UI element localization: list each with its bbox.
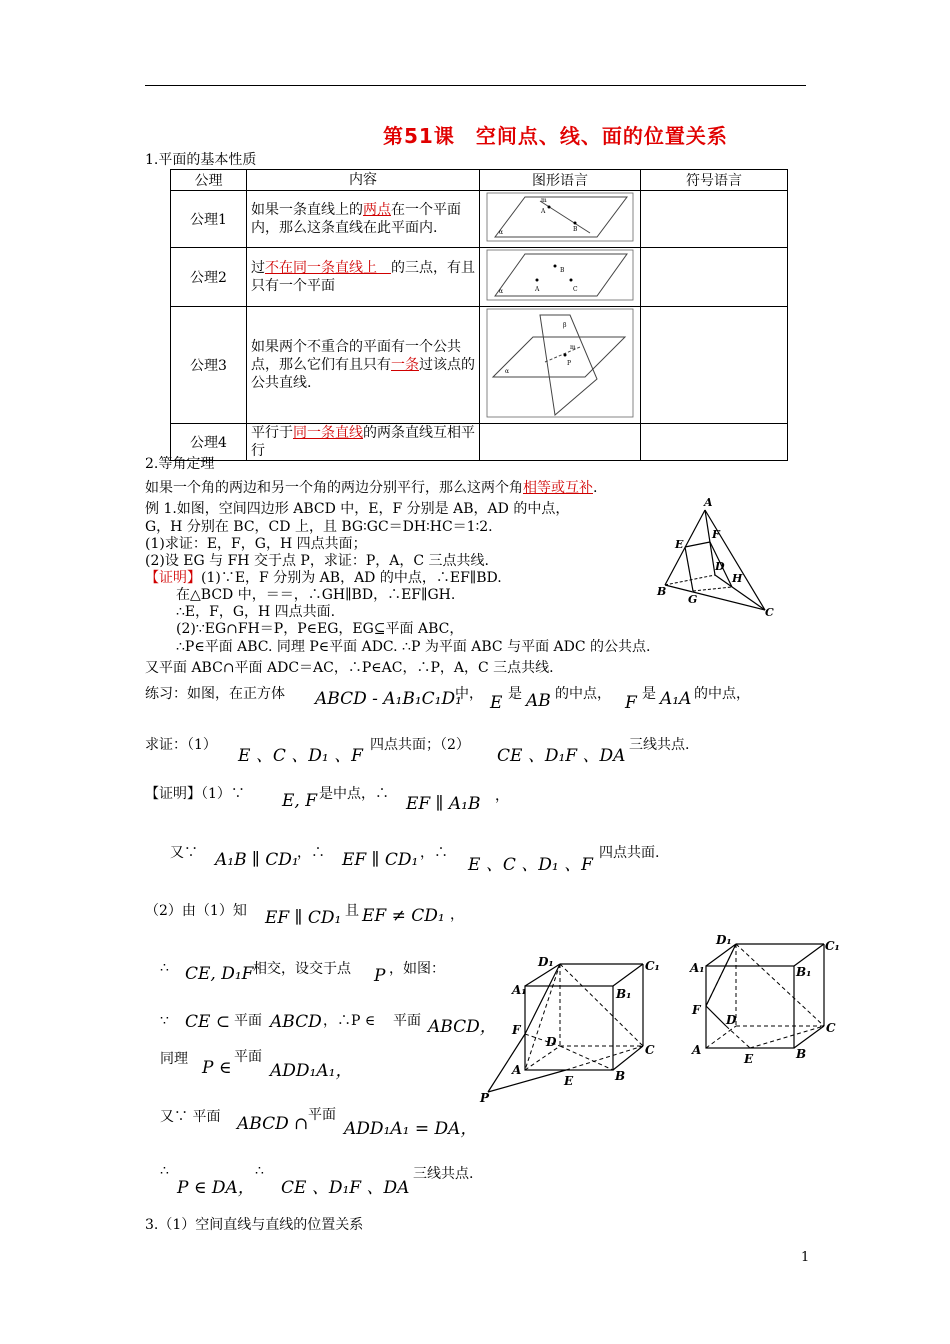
proof-line: 又平面 ABC∩平面 ADC＝AC，∴P∈AC，∴P，A，C 三点共线.	[145, 660, 554, 676]
proof-line: ∴	[160, 1163, 169, 1179]
proof-line: ，∴P ∈	[323, 1013, 376, 1029]
two-planes-figure	[485, 307, 635, 419]
example-line: (1)求证：E，F，G，H 四点共面；	[145, 536, 367, 552]
svg-text:F: F	[712, 528, 720, 541]
proof-line: 又∵	[170, 845, 198, 861]
math-ce-d1f: CE, D₁F	[185, 964, 254, 984]
axiom-figure	[480, 248, 641, 307]
svg-text:D: D	[726, 1013, 737, 1027]
axiom-name: 公理2	[171, 248, 247, 307]
svg-text:D: D	[546, 1035, 557, 1049]
table-header-row	[171, 170, 788, 191]
math-a1a: A₁A	[660, 689, 692, 709]
svg-text:E: E	[744, 1052, 754, 1066]
math-p-in-da: P ∈ DA，	[177, 1178, 255, 1198]
svg-text:B: B	[573, 226, 578, 233]
header-cell: 内容	[247, 170, 480, 191]
proof-line: ∴	[255, 1163, 264, 1179]
svg-text:β: β	[563, 322, 567, 329]
math-points2: E 、C 、D₁ 、F	[468, 855, 593, 875]
proof-line: (2)∵EG∩FH＝P，P∈EG，EG⊆平面 ABC，	[176, 621, 464, 637]
svg-text:B₁: B₁	[796, 965, 812, 979]
math-ef-par3: EF ∥ CD₁	[265, 908, 342, 928]
exercise-text: 的中点，	[555, 686, 611, 702]
math-ab: AB	[526, 691, 551, 711]
svg-text:C₁: C₁	[825, 939, 840, 953]
exercise-question: 三线共点.	[629, 737, 690, 753]
math-ef-neq: EF ≠ CD₁	[362, 906, 445, 926]
math-p-in: P ∈	[202, 1058, 232, 1078]
section-heading-3: 3.（1）空间直线与直线的位置关系	[145, 1217, 364, 1233]
exercise-text: 是	[508, 686, 522, 702]
math-ce-subset: CE ⊂	[185, 1012, 231, 1032]
svg-text:E: E	[564, 1074, 574, 1088]
axiom-symbol	[641, 307, 788, 424]
svg-text:P: P	[480, 1091, 490, 1105]
math-a1b-par: A₁B ∥ CD₁	[215, 850, 299, 870]
svg-text:F: F	[692, 1003, 701, 1017]
exercise-question: 求证：（1）	[145, 737, 217, 753]
proof-line: ，	[450, 907, 464, 923]
proof-line: 三线共点.	[413, 1166, 474, 1182]
proof-line: 且	[345, 903, 359, 919]
proof-line: 平面	[234, 1013, 262, 1029]
axiom-content: 如果一条直线上的两点在一个平面内，那么这条直线在此平面内.	[247, 191, 480, 248]
proof-line: ，∴	[420, 845, 448, 861]
plane-line-figure	[485, 191, 635, 243]
math-p: P	[374, 966, 386, 986]
axiom-symbol	[641, 248, 788, 307]
proof-line: 【证明】（1）∵	[145, 786, 245, 802]
axiom-content: 如果两个不重合的平面有一个公共点，那么它们有且只有一条过该点的公共直线.	[247, 307, 480, 424]
svg-text:C: C	[765, 606, 774, 619]
math-abcd-cap: ABCD ∩	[237, 1114, 309, 1134]
proof-line: 同理	[160, 1051, 188, 1067]
exercise-text: 的中点，	[694, 686, 750, 702]
axiom-symbol	[641, 191, 788, 248]
svg-text:α: α	[499, 288, 504, 295]
math-abcd2: ABCD，	[428, 1017, 497, 1037]
axiom-name: 公理3	[171, 307, 247, 424]
tetrahedron-figure	[655, 495, 780, 620]
example-line: 例 1.如图，空间四边形 ABCD 中，E，F 分别是 AB，AD 的中点，	[145, 501, 570, 517]
math-add1a1-eq: ADD₁A₁ = DA，	[344, 1119, 478, 1139]
svg-text:C: C	[573, 286, 578, 293]
svg-text:B: B	[657, 585, 667, 598]
proof-line: ，∴	[297, 845, 325, 861]
page-title: 第51课 空间点、线、面的位置关系	[383, 124, 728, 148]
math-points: E 、C 、D₁ 、F	[238, 746, 363, 766]
svg-text:A: A	[535, 286, 540, 293]
svg-text:E: E	[675, 538, 684, 551]
proof-line: （2）由（1）知	[145, 903, 247, 919]
svg-text:B₁: B₁	[616, 987, 632, 1001]
svg-text:D₁: D₁	[716, 933, 732, 947]
svg-text:α: α	[505, 368, 510, 375]
proof-line: ∴P∈平面 ABC. 同理 P∈平面 ADC. ∴P 为平面 ABC 与平面 ADC 的公共点.	[176, 639, 651, 655]
proof-line: ，	[495, 788, 509, 804]
proof-line: 平面	[234, 1049, 262, 1065]
proof-line: 是中点，∴	[319, 786, 389, 802]
axiom-figure	[480, 424, 641, 461]
proof-line: ∵	[160, 1013, 169, 1029]
math-f: F	[625, 693, 637, 713]
svg-text:C₁: C₁	[645, 959, 660, 973]
proof-line: 相交，设交于点	[253, 961, 351, 977]
table-row	[171, 248, 788, 307]
cube-name: ABCD - A₁B₁C₁D₁	[315, 689, 462, 709]
svg-text:B: B	[560, 267, 565, 274]
exercise-intro: 练习：如图，在正方体	[145, 686, 285, 702]
math-e: E	[490, 693, 503, 713]
proof-line: 平面	[308, 1107, 336, 1123]
svg-text:B: B	[796, 1047, 807, 1061]
axiom-symbol	[641, 424, 788, 461]
axiom-table	[170, 169, 788, 461]
axiom-figure	[480, 307, 641, 424]
section-heading-1: 1.平面的基本性质	[145, 152, 257, 168]
math-lines2: CE 、D₁F 、DA	[281, 1178, 410, 1198]
proof-line: ∴	[160, 960, 169, 976]
header-cell: 符号语言	[641, 170, 788, 191]
svg-text:D: D	[715, 560, 725, 573]
proof-line: 又∵ 平面	[160, 1109, 221, 1125]
math-abcd: ABCD	[270, 1012, 322, 1032]
math-add1a1: ADD₁A₁，	[270, 1061, 353, 1081]
svg-text:A: A	[704, 496, 713, 509]
cube-figure-1	[478, 950, 668, 1110]
proof-line: 四点共面.	[599, 845, 660, 861]
proof-line: ∴E，F，G，H 四点共面.	[176, 604, 336, 620]
exercise-text: 是	[642, 686, 656, 702]
equal-angle-theorem: 如果一个角的两边和另一个角的两边分别平行，那么这两个角相等或互补.	[145, 480, 598, 496]
cube-figure-2	[688, 930, 843, 1070]
svg-text:A: A	[512, 1063, 522, 1077]
svg-text:D₁: D₁	[538, 955, 554, 969]
example-line: (2)设 EG 与 FH 交于点 P，求证：P，A，C 三点共线.	[145, 553, 489, 569]
axiom-content: 过不在同一条直线上 的三点，有且只有一个平面	[247, 248, 480, 307]
header-cell: 图形语言	[480, 170, 641, 191]
svg-text:A₁: A₁	[690, 961, 705, 975]
example-line: G，H 分别在 BC，CD 上，且 BG∶GC＝DH∶HC＝1∶2.	[145, 519, 493, 535]
svg-text:m: m	[541, 197, 547, 204]
svg-text:F: F	[512, 1023, 521, 1037]
svg-text:C: C	[645, 1043, 655, 1057]
svg-text:C: C	[826, 1021, 836, 1035]
axiom-figure	[480, 191, 641, 248]
header-rule	[145, 85, 806, 86]
table-row	[171, 191, 788, 248]
table-row	[171, 424, 788, 461]
svg-text:P: P	[567, 360, 572, 367]
axiom-content: 平行于同一条直线的两条直线互相平行	[247, 424, 480, 461]
axiom-name: 公理1	[171, 191, 247, 248]
proof-line: 在△BCD 中，＝＝，∴GH∥BD，∴EF∥GH.	[176, 587, 456, 603]
math-ef-par2: EF ∥ CD₁	[342, 850, 419, 870]
svg-text:A₁: A₁	[512, 983, 527, 997]
math-lines: CE 、D₁F 、DA	[497, 746, 626, 766]
svg-text:A: A	[692, 1043, 702, 1057]
svg-text:G: G	[688, 593, 698, 606]
svg-text:A: A	[541, 208, 546, 215]
svg-text:H: H	[732, 572, 743, 585]
proof-line: ，如图：	[389, 961, 445, 977]
header-cell: 公理	[171, 170, 247, 191]
proof-line: 平面	[393, 1013, 421, 1029]
three-points-figure	[485, 248, 635, 302]
math-ef-par: EF ∥ A₁B	[406, 794, 481, 814]
exercise-text: 中，	[455, 686, 483, 702]
proof-line: 【证明】(1)∵E，F 分别为 AB，AD 的中点，∴EF∥BD.	[145, 570, 502, 586]
table-row	[171, 307, 788, 424]
axiom-name: 公理4	[171, 424, 247, 461]
svg-text:α: α	[499, 229, 504, 236]
page-number: 1	[801, 1250, 810, 1265]
math-ef: E, F	[282, 791, 318, 811]
svg-text:m: m	[570, 344, 576, 351]
exercise-question: 四点共面；（2）	[370, 737, 470, 753]
section-heading-2: 2.等角定理	[145, 456, 215, 472]
svg-text:B: B	[615, 1069, 626, 1083]
